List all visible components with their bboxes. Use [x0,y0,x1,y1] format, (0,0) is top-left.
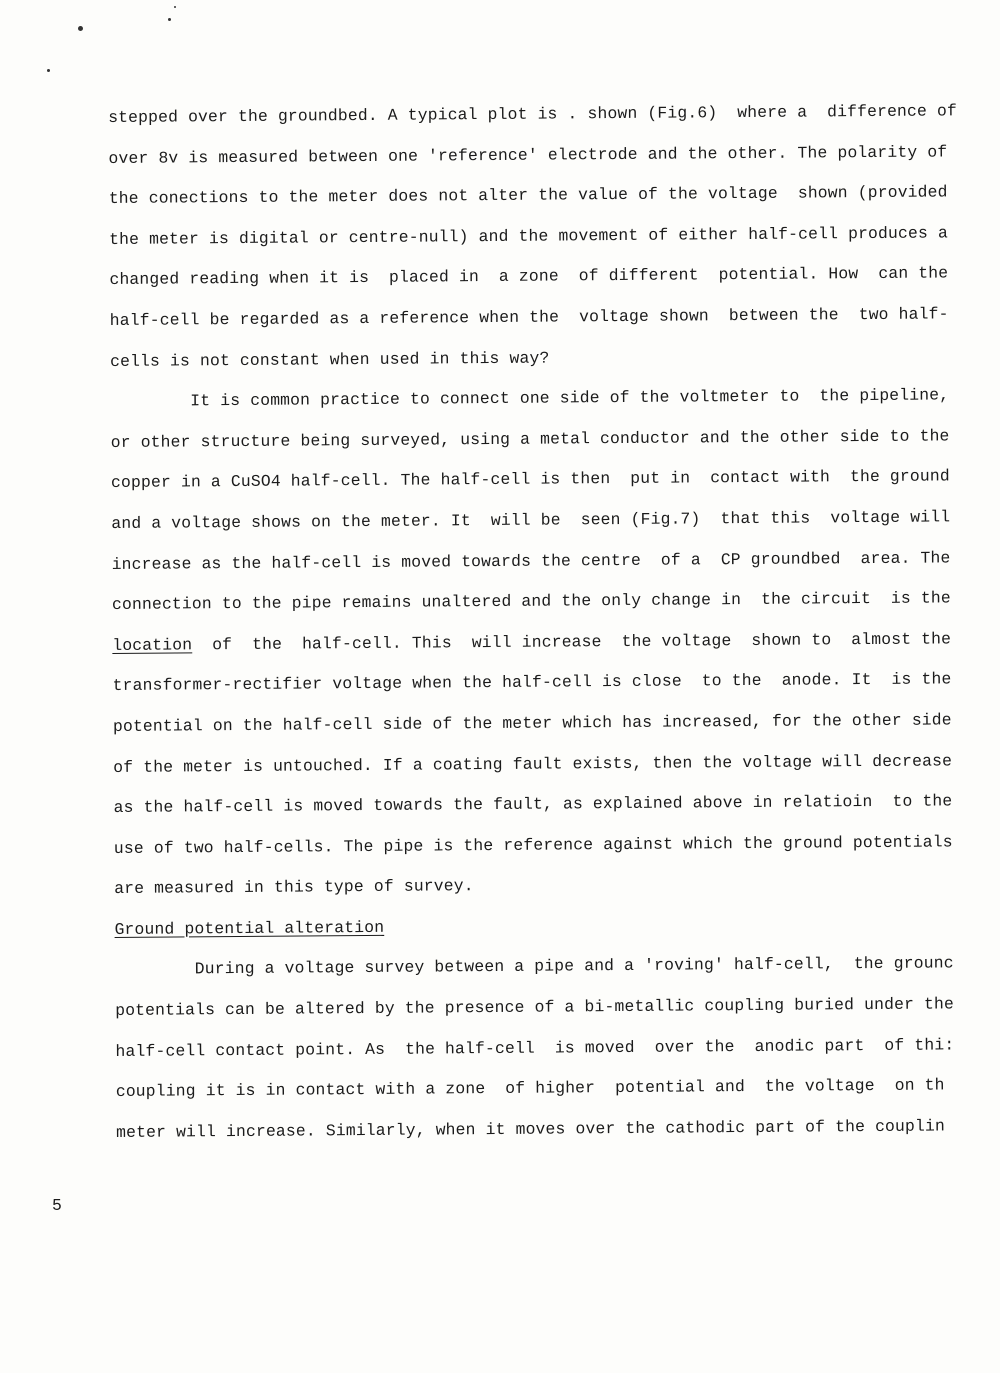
scan-speck [78,26,83,31]
paragraph-3 [115,944,977,1154]
scan-speck [174,6,176,8]
scan-speck [47,69,50,72]
text-line: of the meter is untouched. If a coating fault exists, then the voltage will decrease [113,750,953,777]
text-line: are measured in this type of survey. [114,876,474,899]
page-number: 5 [52,1196,62,1215]
text-line: stepped over the groundbed. A typical plot is . shown (Fig.6) where a difference of [108,101,958,127]
underlined-word: location [112,635,193,655]
text-line: as the half-cell is moved towards the fault, as explained above in relatioin to the [113,791,953,818]
text-line: half-cell be regarded as a reference when the voltage shown between the two half- [109,304,949,330]
text-line: transformer-rectifier voltage when the half-cell is close to the anode. It is the [112,669,952,696]
text-line: increase as the half-cell is moved towards the centre of a CP groundbed area. The [111,547,951,574]
scan-speck [168,18,171,21]
text-line: It is common practice to connect one side of the voltmeter to the pipeline, [110,385,950,412]
paragraph-2 [110,375,974,909]
text-line: coupling it is in contact with a zone of higher potential and the voltage on th [115,1075,945,1102]
text-line: meter will increase. Similarly, when it moves over the cathodic part of the couplin [116,1116,946,1142]
text-line: cells is not constant when used in this way? [109,348,550,371]
text-line: potentials can be altered by the presence of a bi-metallic coupling buried under the [115,994,955,1021]
paragraph-1 [108,91,970,382]
text-line: use of two half-cells. The pipe is the reference against which the ground potentials [113,832,953,858]
text-line-rest: of the half-cell. This will increase the voltage shown to almost the [192,629,952,655]
text-line: copper in a CuSO4 half-cell. The half-cell is then put in contact with the ground [110,466,950,493]
document-body [108,91,976,1153]
section-heading: Ground potential alteration [114,917,385,939]
text-line: or other structure being surveyed, using a metal conductor and the other side to the [110,426,950,452]
text-line [112,619,972,666]
text-line: changed reading when it is placed in a zone of different potential. How can the [109,263,949,290]
text-line: half-cell contact point. As the half-cell is moved over the anodic part of thi: [115,1035,955,1061]
text-line: During a voltage survey between a pipe and a 'roving' half-cell, the grounc [114,953,954,980]
text-line: the conections to the meter does not alter the value of the voltage shown (provided [108,182,948,209]
text-line: over 8v is measured between one 'reference' electrode and the other. The polarity of [108,142,948,168]
text-line: connection to the pipe remains unaltered and the only change in the circuit is the [111,588,951,615]
text-line: the meter is digital or centre-null) and the movement of either half-cell produces a [109,223,948,249]
text-line: potential on the half-cell side of the meter which has increased, for the other side [112,710,952,736]
text-line: and a voltage shows on the meter. It will be seen (Fig.7) that this voltage will [111,507,951,533]
